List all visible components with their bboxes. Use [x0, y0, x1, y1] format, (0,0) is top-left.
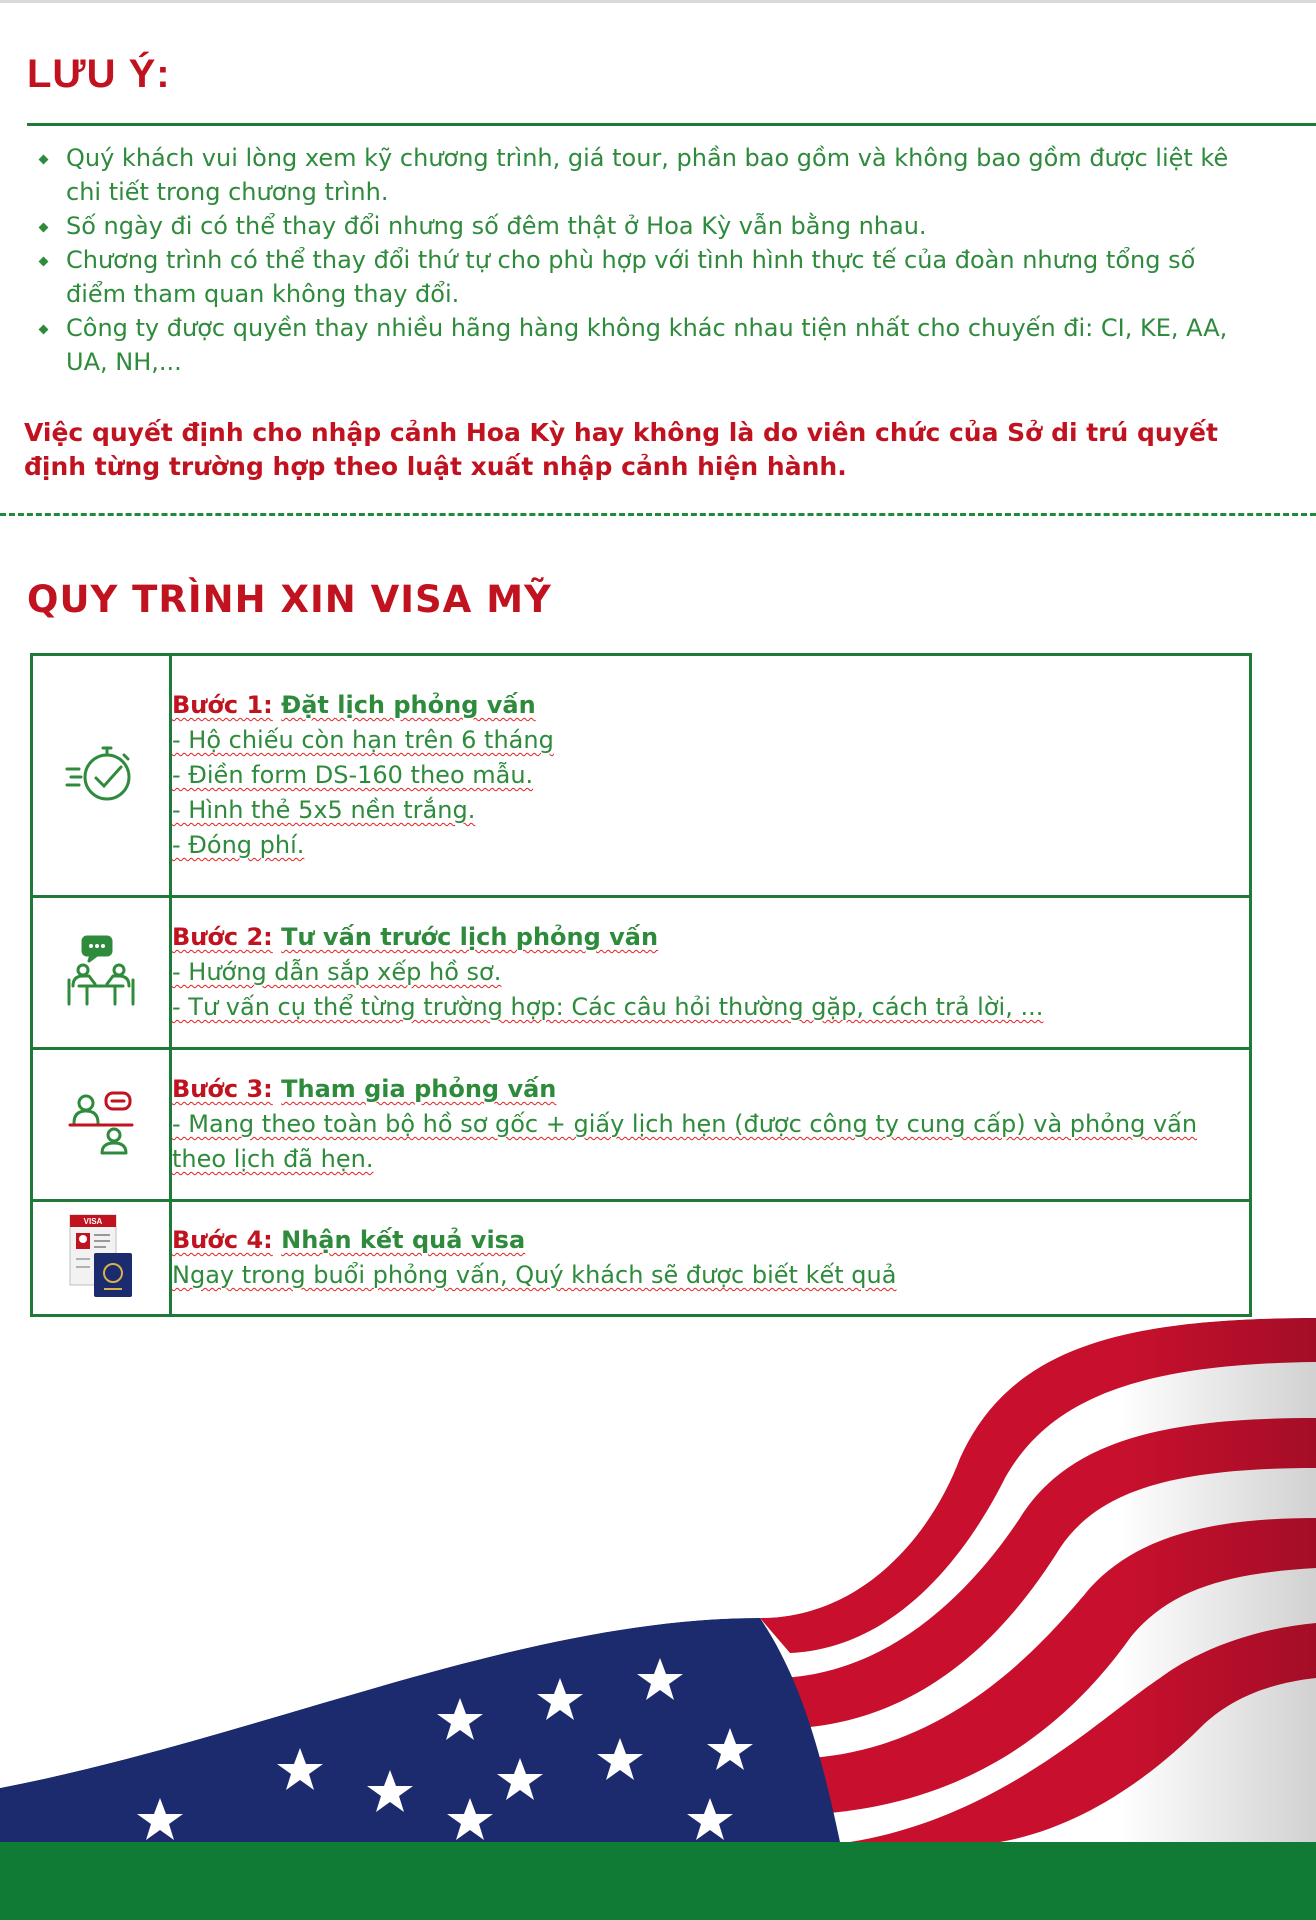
step-row — [32, 1201, 1251, 1316]
note-title-underline — [27, 123, 1316, 126]
step-line: - Điền form DS-160 theo mẫu. — [172, 761, 534, 789]
step-content — [171, 897, 1251, 1049]
step-line: - Mang theo toàn bộ hồ sơ gốc + giấy lịch hẹn (được công ty cung cấp) và phỏng vấn theo lịch đã hẹn. — [172, 1110, 1198, 1173]
step-name: Đặt lịch phỏng vấn — [281, 691, 536, 719]
step-number: Bước 1: — [172, 691, 273, 719]
interview-icon — [66, 1091, 136, 1155]
footer-bar — [0, 1842, 1316, 1920]
step-name: Tư vấn trước lịch phỏng vấn — [281, 923, 659, 951]
svg-text:VISA: VISA — [83, 1217, 103, 1226]
step-line: - Hộ chiếu còn hạn trên 6 tháng — [172, 726, 554, 754]
stopwatch-check-icon — [63, 741, 139, 807]
section-divider — [0, 513, 1316, 516]
step-heading — [172, 1072, 1249, 1107]
step-line: - Tư vấn cụ thể từng trường hợp: Các câu hỏi thường gặp, cách trả lời, ... — [172, 993, 1044, 1021]
step-row — [32, 1049, 1251, 1201]
step-content — [171, 1049, 1251, 1201]
note-item: Công ty được quyền thay nhiều hãng hàng không khác nhau tiện nhất cho chuyến đi: CI, KE, AA, UA, NH,... — [40, 311, 1250, 379]
step-number: Bước 3: — [172, 1075, 273, 1103]
step-icon-cell — [32, 1049, 171, 1201]
note-list — [40, 141, 1250, 379]
step-line: - Đóng phí. — [172, 831, 305, 859]
step-number: Bước 4: — [172, 1226, 273, 1254]
step-icon-cell — [32, 1201, 171, 1316]
note-title: LƯU Ý: — [27, 52, 171, 96]
top-divider — [0, 0, 1316, 3]
consultation-icon — [65, 934, 137, 1008]
step-name: Nhận kết quả visa — [281, 1226, 526, 1254]
us-flag-illustration — [0, 1318, 1316, 1842]
visa-process-title: QUY TRÌNH XIN VISA MỸ — [27, 578, 552, 621]
immigration-warning: Việc quyết định cho nhập cảnh Hoa Kỳ hay không là do viên chức của Sở di trú quyết định từng trường hợp theo luật xuất nhập cảnh hiện hành. — [24, 418, 1218, 481]
visa-passport-icon — [66, 1213, 136, 1299]
step-icon-cell — [32, 897, 171, 1049]
step-row — [32, 655, 1251, 897]
step-number: Bước 2: — [172, 923, 273, 951]
step-line: Ngay trong buổi phỏng vấn, Quý khách sẽ được biết kết quả — [172, 1261, 897, 1289]
note-item: Số ngày đi có thể thay đổi nhưng số đêm thật ở Hoa Kỳ vẫn bằng nhau. — [40, 209, 1250, 243]
step-line: - Hình thẻ 5x5 nền trắng. — [172, 796, 476, 824]
note-item: Quý khách vui lòng xem kỹ chương trình, giá tour, phần bao gồm và không bao gồm được liệt kê chi tiết trong chương trình. — [40, 141, 1250, 209]
step-row — [32, 897, 1251, 1049]
step-content — [171, 1201, 1251, 1316]
visa-steps-table — [30, 653, 1252, 1317]
step-heading — [172, 688, 1249, 723]
step-content — [171, 655, 1251, 897]
step-name: Tham gia phỏng vấn — [281, 1075, 557, 1103]
step-line: - Hướng dẫn sắp xếp hồ sơ. — [172, 958, 502, 986]
step-heading — [172, 920, 1249, 955]
step-icon-cell — [32, 655, 171, 897]
note-item: Chương trình có thể thay đổi thứ tự cho phù hợp với tình hình thực tế của đoàn nhưng tổng số điểm tham quan không thay đổi. — [40, 243, 1250, 311]
step-heading — [172, 1223, 1249, 1258]
